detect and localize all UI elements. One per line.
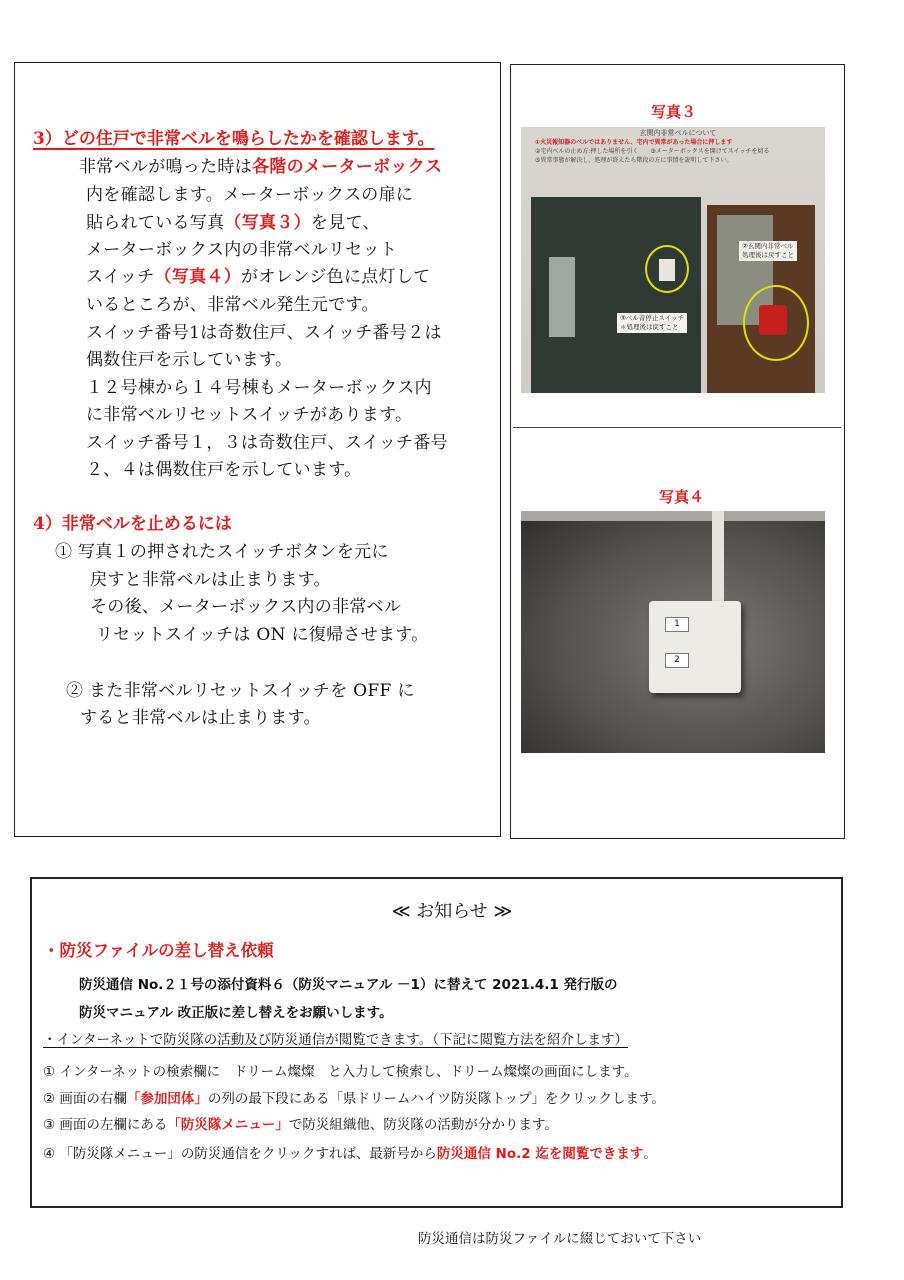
photo-3-image <box>521 127 825 393</box>
photo-4-image <box>521 511 825 753</box>
photo-4-pipe <box>712 511 724 603</box>
section-4-heading: 4）非常ベルを止めるには <box>33 514 232 534</box>
photo-4-rail <box>521 511 825 521</box>
s3-line-5: スイッチ（写真４）がオレンジ色に点灯して <box>86 267 431 287</box>
s4-line-5: ② また非常ベルリセットスイッチを OFF に <box>66 681 415 701</box>
photo-3-notice-line-3: ⑤異常事態が解決し、処理が終えたら階段の方に事情を説明して下さい。 <box>535 157 733 164</box>
s4-line-3: その後、メーターボックス内の非常ベル <box>90 597 402 617</box>
photo-3-label-switch: ③ベル音停止スイッチ ＊処理後は戻すこと <box>617 313 687 333</box>
s3-line-1: 非常ベルが鳴った時は各階のメーターボックス <box>79 157 443 177</box>
s3-line-8: 偶数住戸を示しています。 <box>86 350 293 370</box>
s3-line-7: スイッチ番号1は奇数住戸、スイッチ番号２は <box>86 323 442 343</box>
s3-line-9: １２号棟から１４号棟もメーターボックス内 <box>86 378 432 398</box>
photo-3-notice-line-2: ②宅内ベルの止め方:押した場所を引く ③メーターボックスを開けてスイッチを切る <box>535 148 770 155</box>
photo-3-meter <box>549 257 575 337</box>
s4-line-6: すると非常ベルは止まります。 <box>80 708 321 728</box>
photo-3-notice <box>535 129 821 195</box>
s4-line-1: ① 写真１の押されたスイッチボタンを元に <box>55 542 389 562</box>
photo-4-caption: 写真４ <box>659 488 705 506</box>
footer-note: 防災通信は防災ファイルに綴じておいて下さい <box>418 1231 702 1247</box>
photo-4-switch-2: 2 <box>665 653 689 668</box>
photo-3-circle-switch <box>645 245 689 293</box>
notice-step-1: ① インターネットの検索欄に ドリーム燦燦 と入力して検索し、ドリーム燦燦の画面にします。 <box>43 1064 638 1080</box>
photo-3-label-bell: ②玄関内非常ベル 処理後は戻すこと <box>739 241 797 261</box>
notice-body-1: 防災通信 No.２１号の添付資料６（防災マニュアル －1）に替えて 2021.4.1 発行版の <box>79 977 618 993</box>
photo-4-switch-1: 1 <box>665 617 689 632</box>
s3-line-12: ２、４は偶数住戸を示しています。 <box>86 460 362 480</box>
s4-line-2: 戻すと非常ベルは止まります。 <box>90 570 331 590</box>
notice-heading: ・防災ファイルの差し替え依頼 <box>43 941 274 960</box>
notice-body-2: 防災マニュアル 改正版に差し替えをお願いします。 <box>79 1005 393 1021</box>
s3-line-3: 貼られている写真（写真３）を見て、 <box>86 213 380 233</box>
s4-line-4: リセットスイッチは ON に復帰させます。 <box>96 625 429 645</box>
notice-step-2: ② 画面の右欄「参加団体」の列の最下段にある「県ドリームハイツ防災隊トップ」をクリックします。 <box>43 1091 665 1107</box>
photo-3-notice-line-1: ①火災報知器のベルではありません、宅内で異常があった場合に押します <box>535 139 733 146</box>
notice-step-3: ③ 画面の左欄にある「防災隊メニュー」で防災組織他、防災隊の活動が分かります。 <box>43 1117 558 1133</box>
photo-4-switch-box <box>649 601 741 693</box>
s3-line-11: スイッチ番号１，３は奇数住戸、スイッチ番号 <box>86 433 448 453</box>
s3-line-2: 内を確認します。メーターボックスの扉に <box>86 185 414 205</box>
notice-internet: ・インターネットで防災隊の活動及び防災通信が閲覧できます。（下記に閲覧方法を紹介します） <box>43 1032 628 1048</box>
photo-divider <box>513 427 841 428</box>
notice-title: ≪ お知らせ ≫ <box>391 901 513 922</box>
section-3-heading: 3）どの住戸で非常ベルを鳴らしたかを確認します。 <box>33 129 435 149</box>
notice-step-4: ④ 「防災隊メニュー」の防災通信をクリックすれば、最新号から防災通信 No.2 迄を閲覧できます。 <box>43 1146 657 1162</box>
s3-line-4: メーターボックス内の非常ベルリセット <box>86 240 398 260</box>
photo-3-notice-title: 玄関内非常ベルについて <box>639 129 717 137</box>
photo-3-bell-button <box>759 305 787 335</box>
s3-line-6: いるところが、非常ベル発生元です。 <box>86 295 379 315</box>
photo-3-caption: 写真３ <box>651 103 697 121</box>
s3-line-10: に非常ベルリセットスイッチがあります。 <box>86 405 413 425</box>
